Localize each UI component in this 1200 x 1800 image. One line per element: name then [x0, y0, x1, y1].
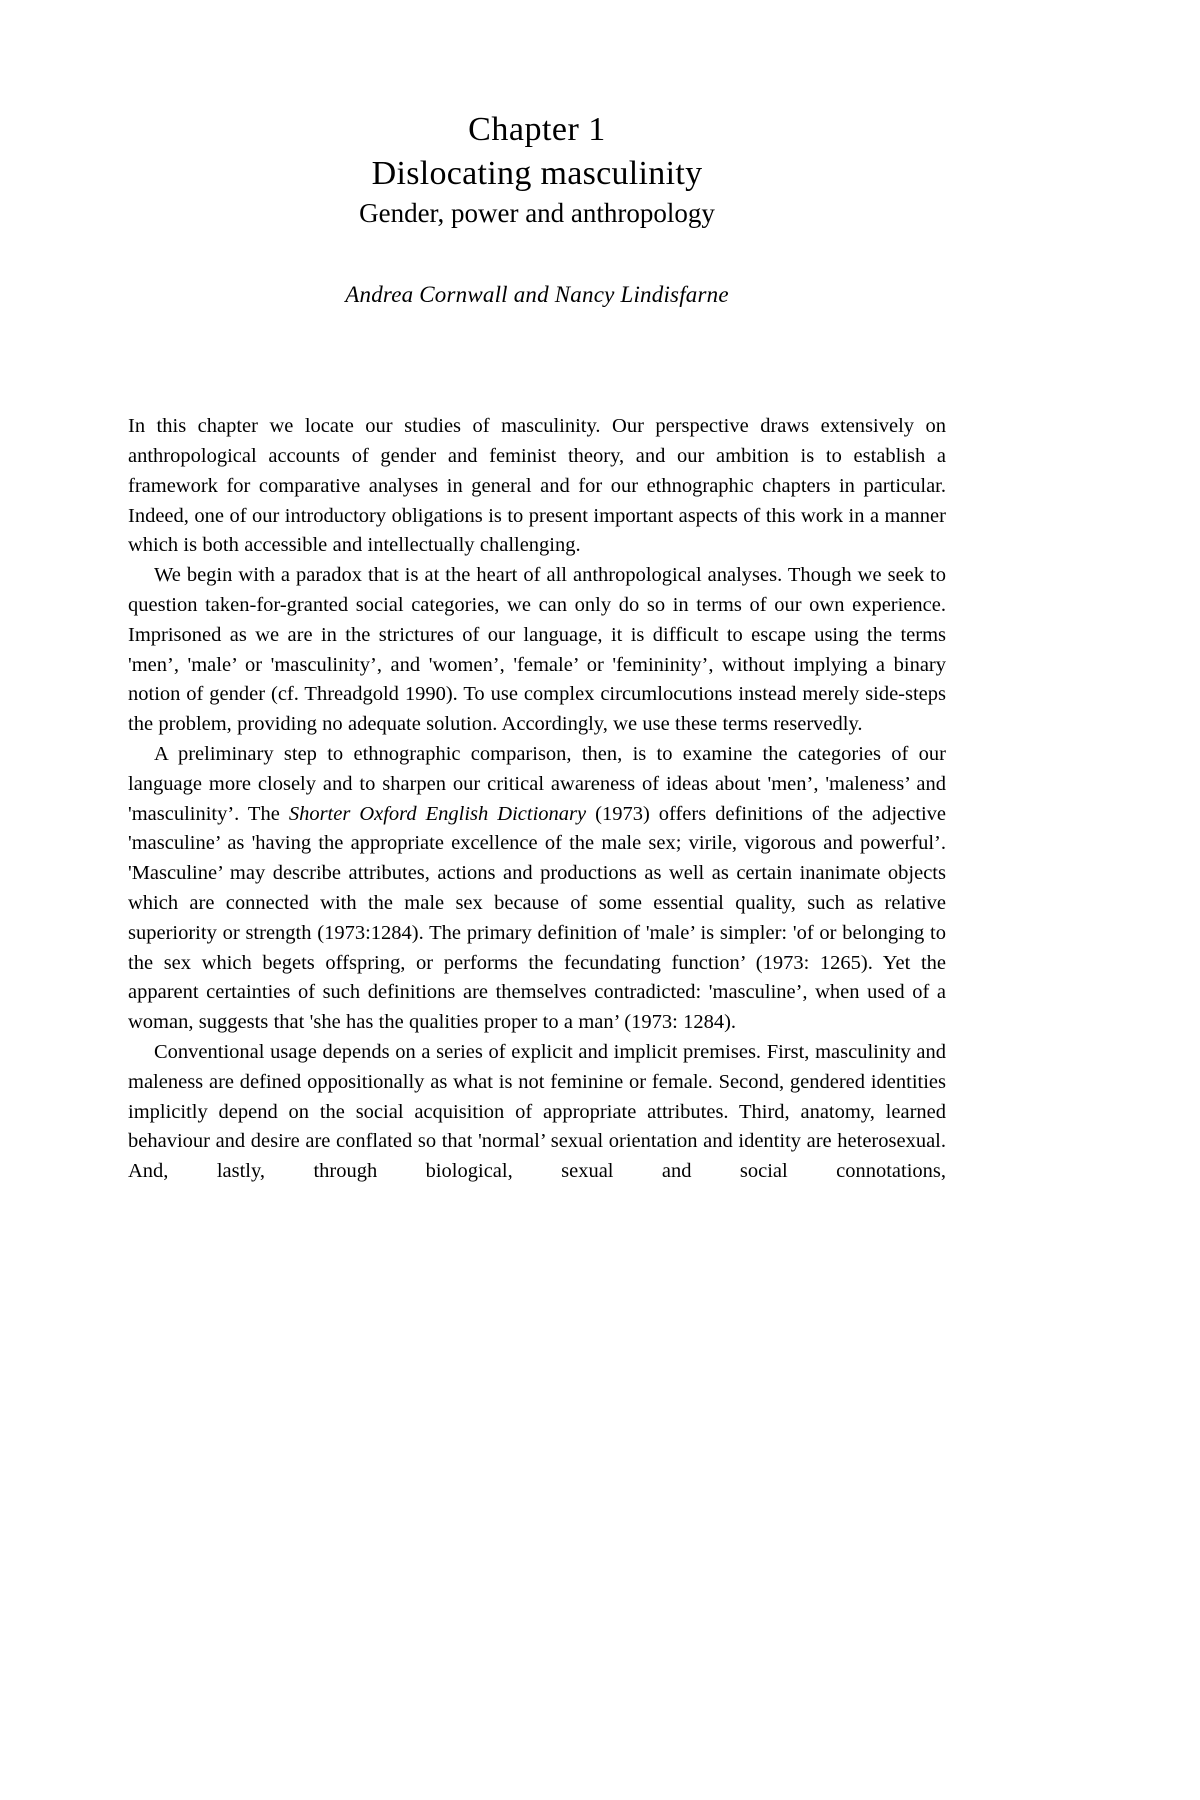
paragraph-1: In this chapter we locate our studies of masculinity. Our perspective draws extensively on anthropological accounts of gender and feminist theory, and our ambition is to establish a framework for comparative analyses in general and for our ethnographic chapters in particular. Indeed, one of our introductory obligations is to present important aspects of this work in a manner which is both accessible and intellectually challenging. — [128, 415, 946, 557]
chapter-title-block — [128, 108, 946, 308]
body-text — [128, 412, 946, 1187]
author-byline: Andrea Cornwall and Nancy Lindisfarne — [345, 282, 729, 308]
paragraph-2: We begin with a paradox that is at the heart of all anthropological analyses. Though we seek to question taken-for-granted social categories, we can only do so in terms of our own experience. Imprisoned as we are in the strictures of our language, it is difficult to escape using the terms 'men’, 'male’ or 'masculinity’, and 'women’, 'female’ or 'femininity’, without implying a binary notion of gender (cf. Threadgold 1990). To use complex circumlocutions instead merely side-steps the problem, providing no adequate solution. Accordingly, we use these terms reservedly. — [128, 564, 946, 736]
paragraph-3-segment-after-title: (1973) offers definitions of the adjective 'masculine’ as 'having the appropriate excellence of the male sex; virile, vigorous and powerful’. 'Masculine’ may describe attributes, actions and productions as well as certain inanimate objects which are connected with the male sex because of some essential quality, such as relative superiority or strength (1973:1284). The primary definition of 'male’ is simpler: 'of or belonging to the sex which begets offspring, or performs the fecundating function’ (1973: 1265). Yet the apparent certainties of such definitions are themselves contradicted: 'masculine’, when used of a woman, suggests that 'she has the qualities proper to a man’ (1973: 1284). — [128, 802, 947, 1034]
paragraph-4: Conventional usage depends on a series of explicit and implicit premises. First, masculinity and maleness are defined oppositionally as what is not feminine or female. Second, gendered identities implicitly depend on the social acquisition of appropriate attributes. Third, anatomy, learned behaviour and desire are conflated so that 'normal’ sexual orientation and identity are heterosexual. And, lastly, through biological, sexual and social connotations, — [128, 1041, 946, 1183]
chapter-number: Chapter 1 — [468, 111, 606, 148]
chapter-subtitle: Gender, power and anthropology — [359, 198, 715, 229]
page-title: Dislocating masculinity — [371, 154, 703, 192]
dictionary-title-italic: Shorter Oxford English Dictionary — [288, 802, 587, 825]
page-content — [128, 108, 946, 1187]
paragraph-3-segment-before-title: A preliminary step to ethnographic comparison, then, is to examine the categories of our language more closely and to sharpen our critical awareness of ideas about 'men’, 'maleness’ and 'masculinity’. The — [128, 743, 946, 825]
paragraph-3 — [128, 740, 946, 1038]
